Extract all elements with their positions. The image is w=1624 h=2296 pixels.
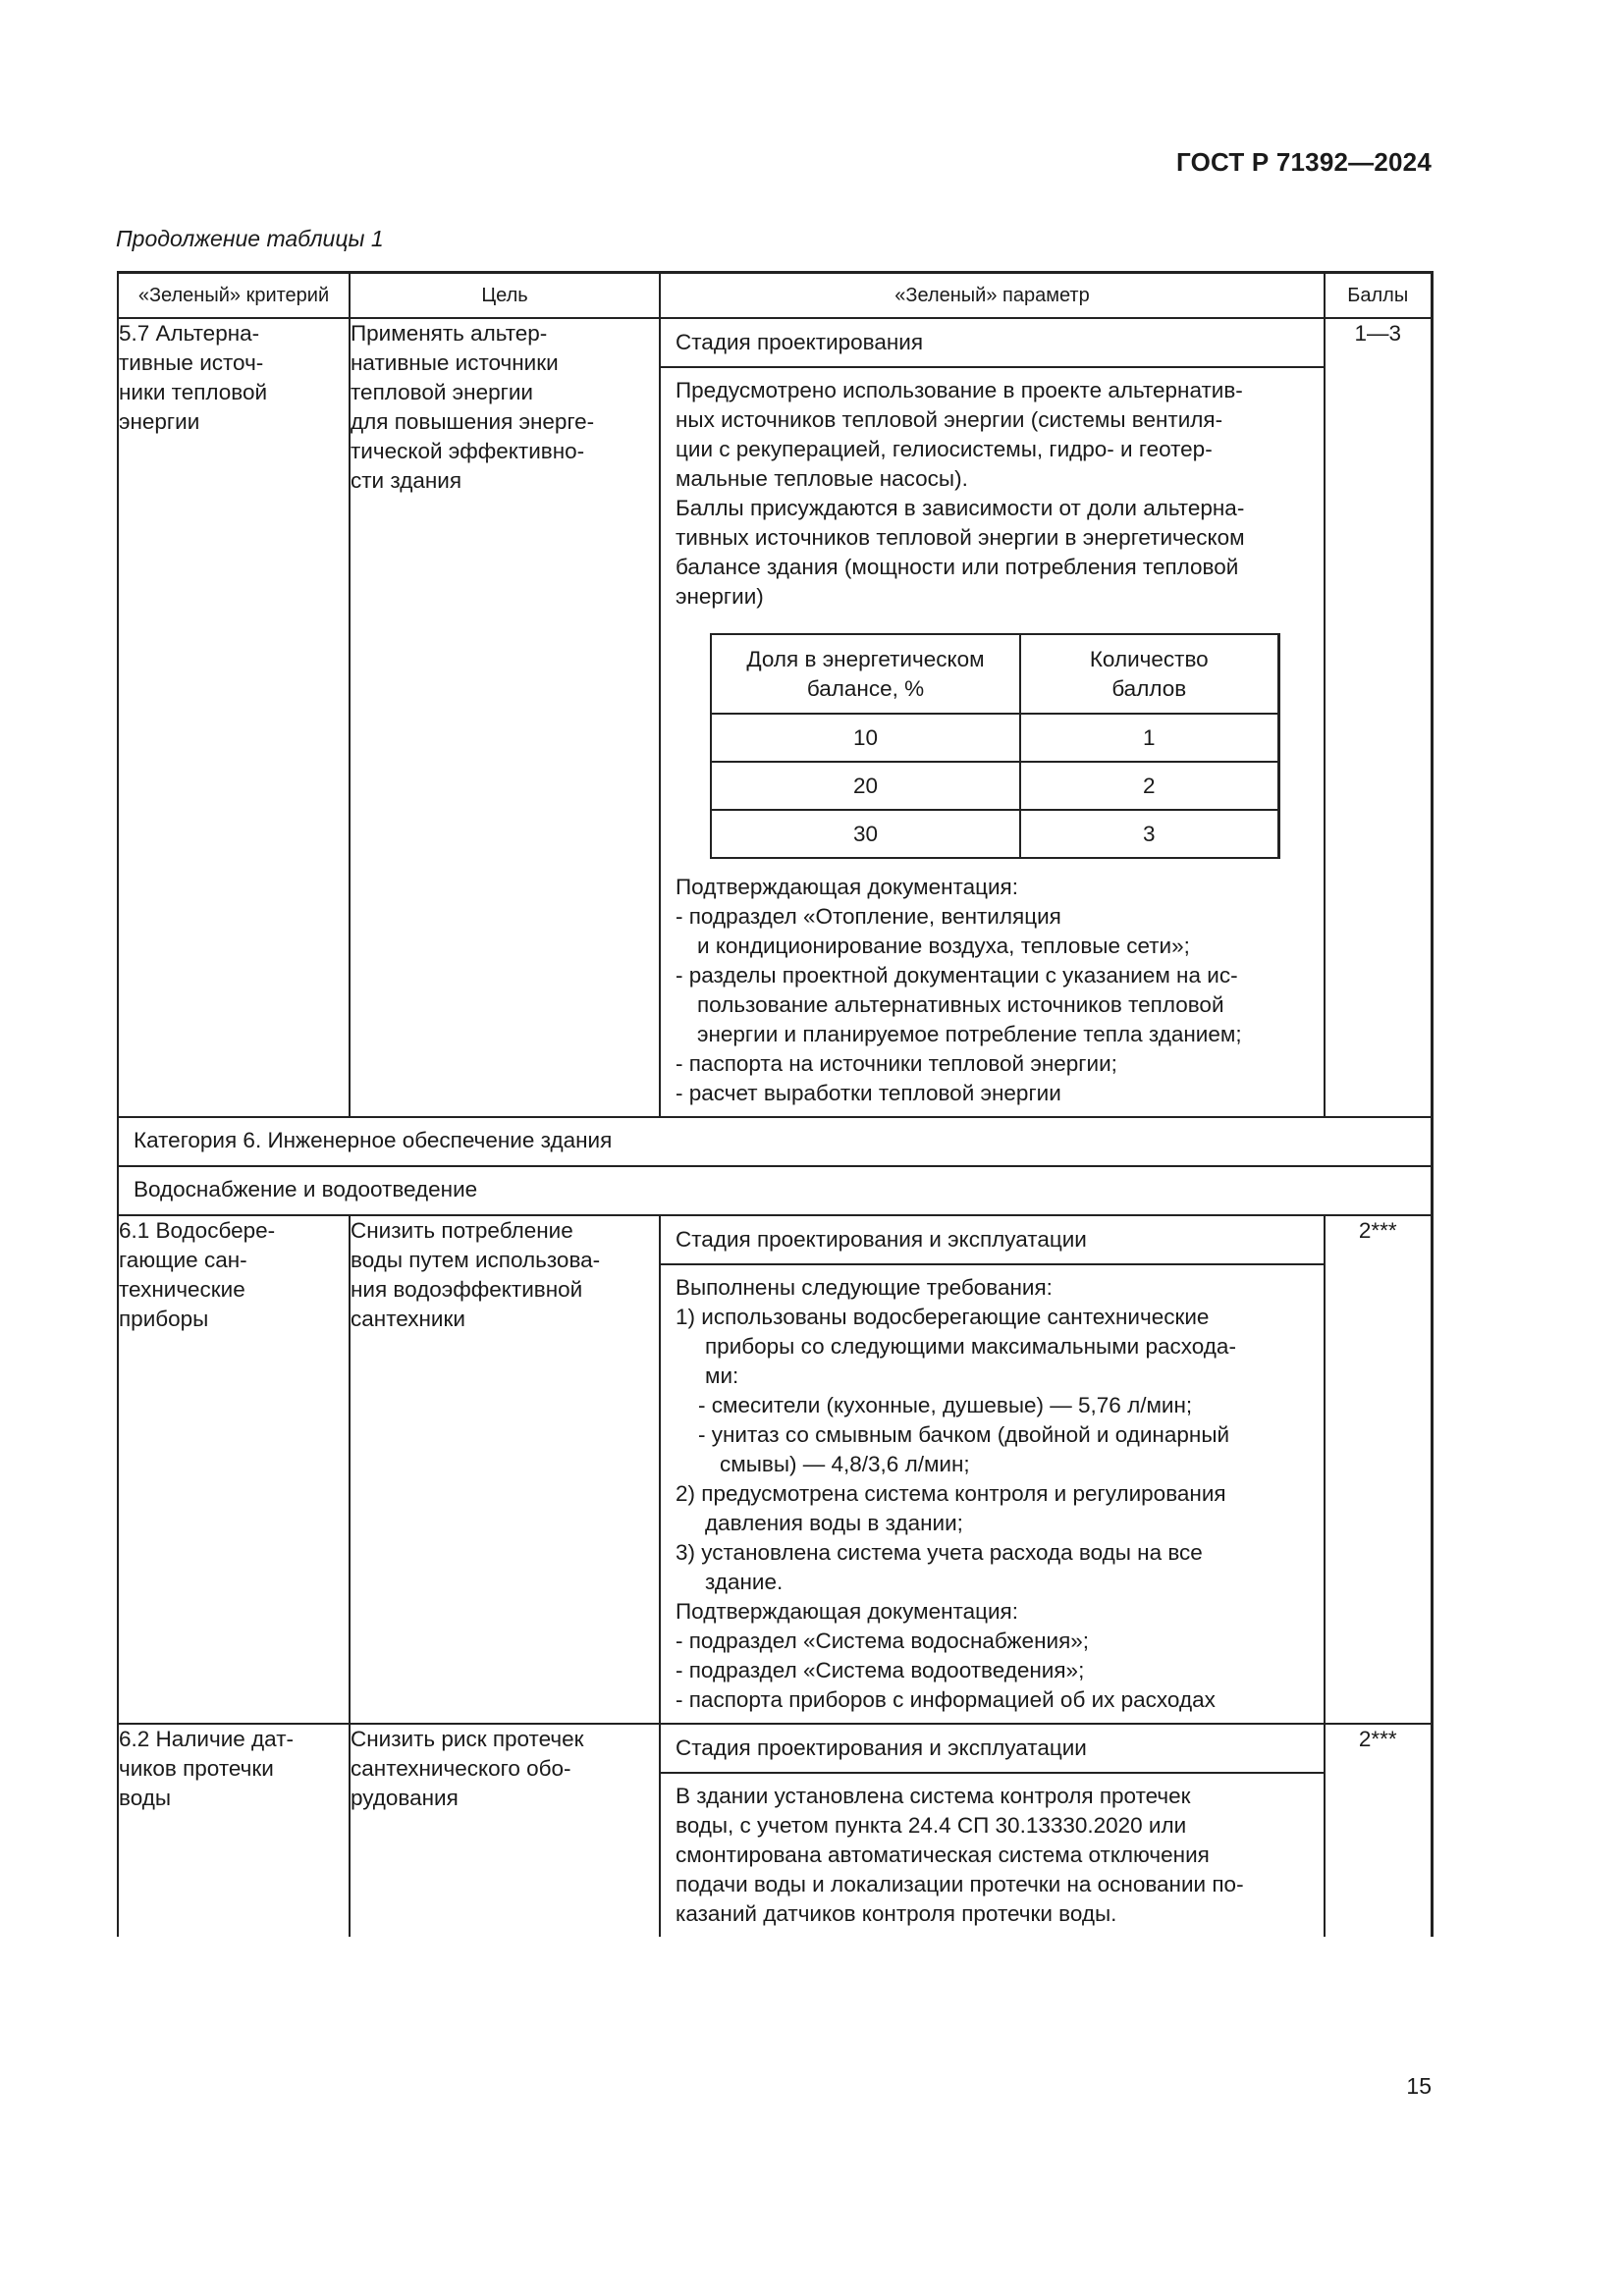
parameter-text: Баллы присуждаются в зависимости от доли альтерна-	[676, 496, 1245, 520]
criterion-text: гающие сан-	[119, 1248, 247, 1272]
goal-text: сантехники	[351, 1307, 465, 1331]
criterion-text: энергии	[119, 409, 200, 434]
sub-table-header	[711, 634, 1278, 714]
requirement-subitem	[676, 1420, 1309, 1479]
parameter-text: В здании установлена система контроля протечек	[676, 1784, 1191, 1808]
parameter-text: казаний датчиков контроля протечки воды.	[676, 1901, 1117, 1926]
goal-text: Снизить потребление	[351, 1218, 573, 1243]
stage-label: Стадия проектирования и эксплуатации	[661, 1216, 1324, 1265]
subcategory-title: Водоснабжение и водоотведение	[118, 1166, 1432, 1215]
parameter-text: энергии)	[676, 584, 764, 609]
docs-item: - паспорта приборов с информацией об их расходах	[676, 1687, 1216, 1712]
sub-header-share	[711, 634, 1020, 714]
goal-text: тической эффективно-	[351, 439, 585, 463]
docs-line: - подраздел «Отопление, вентиляция	[676, 904, 1061, 929]
docs-item	[676, 961, 1309, 1049]
criterion-text: чиков протечки	[119, 1756, 274, 1781]
parameter-text: Предусмотрено использование в проекте альтернатив-	[676, 378, 1243, 402]
parameter-cell	[660, 1215, 1325, 1724]
criterion-text: 6.1 Водосбере-	[119, 1218, 276, 1243]
docs-line: энергии и планируемое потребление тепла зданием;	[697, 1022, 1242, 1046]
page-number: 15	[1406, 2073, 1432, 2099]
points-value: 1	[1020, 714, 1278, 762]
goal-cell	[350, 1724, 660, 1937]
requirement-line: давления воды в здании;	[705, 1511, 963, 1535]
docs-item: - подраздел «Система водоснабжения»;	[676, 1629, 1090, 1653]
table-header-row	[118, 273, 1432, 319]
header-criterion: «Зеленый» критерий	[118, 273, 350, 319]
header-points: Баллы	[1325, 273, 1432, 319]
category-title: Категория 6. Инженерное обеспечение здания	[118, 1117, 1432, 1166]
header-goal: Цель	[350, 273, 660, 319]
criterion-cell	[118, 318, 350, 1117]
criterion-text: приборы	[119, 1307, 209, 1331]
parameter-text: воды, с учетом пункта 24.4 СП 30.13330.2020 или	[676, 1813, 1187, 1838]
subcategory-row	[118, 1166, 1432, 1215]
criterion-text: технические	[119, 1277, 245, 1302]
requirement-item	[676, 1538, 1309, 1597]
stage-label: Стадия проектирования	[661, 319, 1324, 368]
goal-text: нативные источники	[351, 350, 559, 375]
parameter-cell	[660, 1724, 1325, 1937]
docs-item: - подраздел «Система водоотведения»;	[676, 1658, 1085, 1682]
requirement-item	[676, 1303, 1309, 1391]
parameter-text: ных источников тепловой энергии (системы вентиля-	[676, 407, 1223, 432]
requirement-line: 2) предусмотрена система контроля и регулирования	[676, 1481, 1226, 1506]
requirement-line: - смесители (кухонные, душевые) — 5,76 л/мин;	[698, 1393, 1193, 1417]
requirement-line: смывы) — 4,8/3,6 л/мин;	[720, 1452, 970, 1476]
table-continuation-label: Продолжение таблицы 1	[116, 226, 384, 251]
parameter-text: подачи воды и локализации протечки на основании по-	[676, 1872, 1244, 1896]
score-cell: 2***	[1325, 1215, 1432, 1724]
share-value: 30	[711, 810, 1020, 858]
share-value: 20	[711, 762, 1020, 810]
criterion-text: 5.7 Альтерна-	[119, 321, 260, 346]
sub-header-points	[1020, 634, 1278, 714]
goal-text: Снизить риск протечек	[351, 1727, 584, 1751]
docs-line: - паспорта на источники тепловой энергии;	[676, 1051, 1117, 1076]
goal-text: воды путем использова-	[351, 1248, 601, 1272]
docs-line: и кондиционирование воздуха, тепловые сети»;	[697, 934, 1190, 958]
stage-label: Стадия проектирования и эксплуатации	[661, 1725, 1324, 1774]
standard-code: ГОСТ Р 71392—2024	[1176, 147, 1432, 177]
header-parameter: «Зеленый» параметр	[660, 273, 1325, 319]
requirement-subitem	[676, 1391, 1309, 1420]
docs-item	[676, 1079, 1309, 1108]
goal-text: Применять альтер-	[351, 321, 548, 346]
docs-line: - расчет выработки тепловой энергии	[676, 1081, 1061, 1105]
criterion-text: ники тепловой	[119, 380, 268, 404]
criterion-text: тивные источ-	[119, 350, 264, 375]
goal-text: для повышения энерге-	[351, 409, 595, 434]
docs-item	[676, 1049, 1309, 1079]
score-cell: 2***	[1325, 1724, 1432, 1937]
sub-table-row	[711, 714, 1278, 762]
sub-header-text: баллов	[1111, 675, 1187, 701]
goal-text: рудования	[351, 1786, 459, 1810]
requirement-item	[676, 1479, 1309, 1538]
requirement-line: приборы со следующими максимальными расхода-	[705, 1334, 1236, 1359]
parameter-cell	[660, 318, 1325, 1117]
goal-cell	[350, 318, 660, 1117]
goal-text: сантехнического обо-	[351, 1756, 571, 1781]
sub-header-text: балансе, %	[806, 675, 925, 701]
sub-table-row	[711, 810, 1278, 858]
goal-cell	[350, 1215, 660, 1724]
docs-title: Подтверждающая документация:	[676, 875, 1018, 899]
goal-text: тепловой энергии	[351, 380, 533, 404]
table-row-6-2	[118, 1724, 1432, 1937]
docs-item	[676, 902, 1309, 961]
goal-text: сти здания	[351, 468, 462, 493]
sub-table-row	[711, 762, 1278, 810]
parameter-text: балансе здания (мощности или потребления тепловой	[676, 555, 1239, 579]
parameter-text: Выполнены следующие требования:	[676, 1275, 1053, 1300]
parameter-text: ции с рекуперацией, гелиосистемы, гидро- и геотер-	[676, 437, 1213, 461]
points-sub-table	[710, 633, 1280, 859]
goal-text: ния водоэффективной	[351, 1277, 583, 1302]
score-cell: 1—3	[1325, 318, 1432, 1117]
requirement-line: 3) установлена система учета расхода воды на все	[676, 1540, 1203, 1565]
requirement-line: 1) использованы водосберегающие сантехнические	[676, 1305, 1210, 1329]
criterion-cell	[118, 1215, 350, 1724]
requirement-line: - унитаз со смывным бачком (двойной и одинарный	[698, 1422, 1230, 1447]
points-value: 2	[1020, 762, 1278, 810]
docs-line: пользование альтернативных источников тепловой	[697, 992, 1224, 1017]
sub-header-text: Количество	[1089, 646, 1209, 671]
category-row	[118, 1117, 1432, 1166]
criterion-text: 6.2 Наличие дат-	[119, 1727, 294, 1751]
criterion-cell	[118, 1724, 350, 1937]
criteria-table	[117, 271, 1434, 1937]
sub-header-text: Доля в энергетическом	[746, 646, 985, 671]
requirement-line: здание.	[705, 1570, 784, 1594]
parameter-text: тивных источников тепловой энергии в энергетическом	[676, 525, 1245, 550]
table-row-6-1	[118, 1215, 1432, 1724]
points-value: 3	[1020, 810, 1278, 858]
docs-line: - разделы проектной документации с указанием на ис-	[676, 963, 1238, 988]
criterion-text: воды	[119, 1786, 172, 1810]
table-row-5-7	[118, 318, 1432, 1117]
docs-title: Подтверждающая документация:	[676, 1599, 1018, 1624]
share-value: 10	[711, 714, 1020, 762]
parameter-text: смонтирована автоматическая система отключения	[676, 1842, 1210, 1867]
requirement-line: ми:	[705, 1363, 739, 1388]
parameter-text: мальные тепловые насосы).	[676, 466, 968, 491]
